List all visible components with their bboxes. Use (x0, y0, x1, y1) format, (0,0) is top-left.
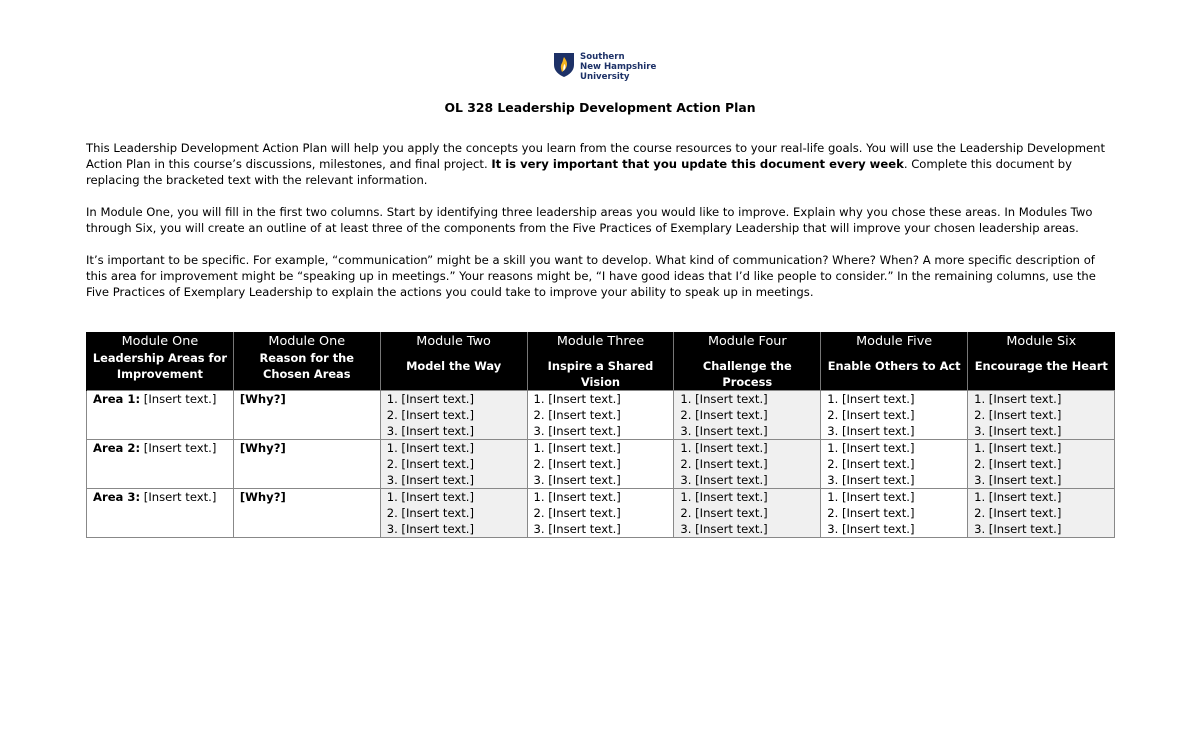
module-four-cell[interactable]: 1. [Insert text.] 2. [Insert text.] 3. [Insert text.] (674, 440, 821, 489)
header-module-three: Module Three Inspire a Shared Vision (527, 332, 674, 391)
logo-line-2: New Hampshire (580, 62, 657, 72)
logo-line-1: Southern (580, 52, 625, 62)
module-five-cell[interactable]: 1. [Insert text.] 2. [Insert text.] 3. [Insert text.] (821, 489, 968, 538)
area-cell[interactable]: Area 1: [Insert text.] (87, 391, 234, 440)
area-cell[interactable]: Area 2: [Insert text.] (87, 440, 234, 489)
intro-text: This Leadership Development Action Plan will help you apply the concepts you learn from the course resources to your real-life goals. You will use the Leadership Development Action Plan in this course’s discussions, milestones, and final project. (86, 141, 1106, 171)
intro-emphasis: It is very important that you update this document every week (491, 157, 904, 171)
table-row (87, 489, 1115, 538)
table-header-row (87, 332, 1115, 391)
header-module-two: Module Two Model the Way (380, 332, 527, 391)
specificity-paragraph: It’s important to be specific. For example, “communication” might be a skill you want to develop. What kind of communication? Where? When? A more specific description of this area for improvement might be “speaking up in meetings.” Your reasons might be, “I have good ideas that I’d like people to consider.” In the remaining columns, use the Five Practices of Exemplary Leadership to explain the actions you could take to improve your ability to speak up in meetings. (86, 253, 1096, 299)
module-six-cell[interactable]: 1. [Insert text.] 2. [Insert text.] 3. [Insert text.] (968, 391, 1115, 440)
reason-cell[interactable]: [Why?] (233, 440, 380, 489)
reason-cell[interactable]: [Why?] (233, 489, 380, 538)
shield-flame-icon (553, 52, 575, 78)
header-module-six: Module Six Encourage the Heart (968, 332, 1115, 391)
page-title: OL 328 Leadership Development Action Plan (444, 100, 756, 115)
module-two-cell[interactable]: 1. [Insert text.] 2. [Insert text.] 3. [Insert text.] (380, 391, 527, 440)
logo-wordmark (580, 52, 656, 82)
module-two-cell[interactable]: 1. [Insert text.] 2. [Insert text.] 3. [Insert text.] (380, 440, 527, 489)
module-three-cell[interactable]: 1. [Insert text.] 2. [Insert text.] 3. [Insert text.] (527, 489, 674, 538)
intro-paragraph (86, 140, 1114, 188)
module-two-cell[interactable]: 1. [Insert text.] 2. [Insert text.] 3. [Insert text.] (380, 489, 527, 538)
action-plan-table (86, 332, 1115, 538)
table-row (87, 440, 1115, 489)
module-five-cell[interactable]: 1. [Insert text.] 2. [Insert text.] 3. [Insert text.] (821, 391, 968, 440)
module-five-cell[interactable]: 1. [Insert text.] 2. [Insert text.] 3. [Insert text.] (821, 440, 968, 489)
module-six-cell[interactable]: 1. [Insert text.] 2. [Insert text.] 3. [Insert text.] (968, 440, 1115, 489)
area-cell[interactable]: Area 3: [Insert text.] (87, 489, 234, 538)
header-module-five: Module Five Enable Others to Act (821, 332, 968, 391)
intro-text-end: . Complete this document by replacing the bracketed text with the relevant information. (86, 157, 1072, 187)
table-row (87, 391, 1115, 440)
logo-line-3: University (580, 72, 630, 82)
header-module-four: Module Four Challenge the Process (674, 332, 821, 391)
header-module-one-areas: Module One Leadership Areas for Improvement (87, 332, 234, 391)
university-logo (553, 52, 656, 82)
header-module-one-reason: Module One Reason for the Chosen Areas (233, 332, 380, 391)
reason-cell[interactable]: [Why?] (233, 391, 380, 440)
module-three-cell[interactable]: 1. [Insert text.] 2. [Insert text.] 3. [Insert text.] (527, 440, 674, 489)
module-six-cell[interactable]: 1. [Insert text.] 2. [Insert text.] 3. [Insert text.] (968, 489, 1115, 538)
module-four-cell[interactable]: 1. [Insert text.] 2. [Insert text.] 3. [Insert text.] (674, 391, 821, 440)
module-four-cell[interactable]: 1. [Insert text.] 2. [Insert text.] 3. [Insert text.] (674, 489, 821, 538)
module-one-paragraph: In Module One, you will fill in the first two columns. Start by identifying three leadership areas you would like to improve. Explain why you chose these areas. In Modules Two through Six, you will create an outline of at least three of the components from the Five Practices of Exemplary Leadership that will improve your chosen leadership areas. (86, 205, 1093, 235)
module-three-cell[interactable]: 1. [Insert text.] 2. [Insert text.] 3. [Insert text.] (527, 391, 674, 440)
